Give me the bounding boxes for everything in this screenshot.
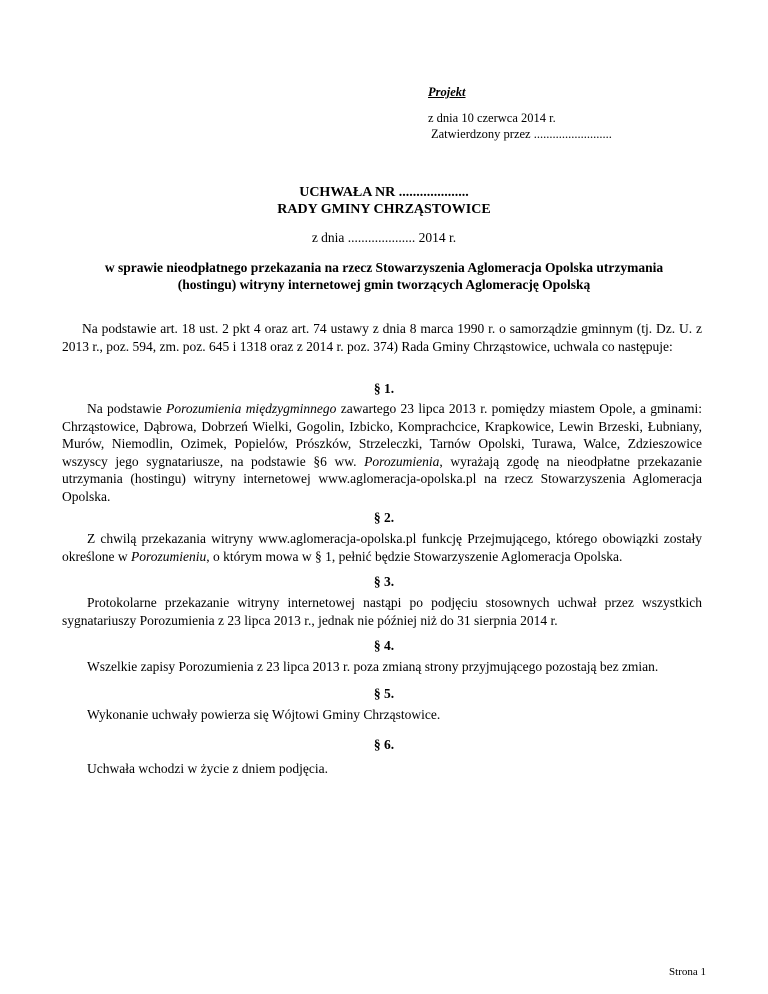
projekt-label: Projekt (428, 85, 466, 99)
section-1-text-c: , wyrażają zgodę na nieodpłatne przekazanie utrzymania (hostingu) witryny internetowej www.aglomeracja-opolska.pl na rzecz Stowarzyszenia Aglomeracja Opolska. (62, 453, 702, 504)
resolution-title (0, 184, 768, 218)
legal-basis-paragraph: Na podstawie art. 18 ust. 2 pkt 4 oraz art. 74 ustawy z dnia 8 marca 1990 r. o samorządzie gminnym (tj. Dz. U. z 2013 r., poz. 594, zm. poz. 645 i 1318 oraz z 2014 r. poz. 374) Rada Gminy Chrząstowice, uchwala co następuje: (62, 321, 702, 354)
section-3-text: Protokolarne przekazanie witryny internetowej nastąpi po podjęciu stosownych uchwał przez wszystkich sygnatariuszy Porozumienia z 23 lipca 2013 r., jednak nie później niż do 31 sierpnia 2014 r. (62, 595, 702, 628)
section-2-text-b: , o którym mowa w § 1, pełnić będzie Stowarzyszenie Aglomeracja Opolska. (206, 548, 623, 564)
section-2-text (62, 530, 702, 565)
section-5-text: Wykonanie uchwały powierza się Wójtowi Gminy Chrząstowice. (87, 707, 441, 722)
section-6-heading: § 6. (373, 737, 395, 752)
section-1-text-a: Na podstawie (87, 401, 167, 416)
section-1-text-b: zawartego 23 lipca 2013 r. pomiędzy miastem Opole, a gminami: Chrząstowice, Dąbrowa, Dobrzeń Wielki, Gogolin, Izbicko, Komprachcice, Krapkowice, Lewin Brzeski, Łubniany, Murów, Niemodlin, Ozimek, Popielów, Prószków, Strzeleczki, Tarnów Opolski, Turawa, Walce, Zdzieszowice wszyscy jego sygnatariusze, na podstawie §6 ww. (62, 401, 702, 469)
section-2-italic-a: Porozumieniu (130, 548, 207, 564)
section-1-italic-a: Porozumienia międzygminnego (166, 401, 337, 416)
section-2-heading: § 2. (373, 510, 395, 525)
project-date: z dnia 10 czerwca 2014 r. (428, 111, 556, 125)
section-1-heading: § 1. (373, 381, 395, 396)
section-5-heading: § 5. (373, 686, 395, 701)
section-3-heading: § 3. (373, 574, 395, 589)
council-name: RADY GMINY CHRZĄSTOWICE (277, 202, 491, 217)
section-2-text-a: Z chwilą przekazania witryny www.aglomeracja-opolska.pl funkcję Przejmującego, którego obowiązki zostały określone w (62, 531, 702, 564)
resolution-number: UCHWAŁA NR .................... (299, 185, 469, 200)
section-1-italic-b: Porozumienia (364, 453, 440, 469)
section-6-text: Uchwała wchodzi w życie z dniem podjęcia. (87, 761, 329, 776)
header-block (428, 84, 612, 142)
section-1-text (62, 400, 702, 505)
page-number: Strona 1 (669, 966, 706, 978)
approved-by: Zatwierdzony przez ......................... (431, 127, 612, 141)
section-4-heading: § 4. (373, 638, 395, 653)
section-4-text: Wszelkie zapisy Porozumienia z 23 lipca 2013 r. poza zmianą strony przyjmującego pozostają bez zmian. (87, 659, 659, 674)
resolution-date: z dnia .................... 2014 r. (311, 230, 457, 245)
resolution-subject: w sprawie nieodpłatnego przekazania na rzecz Stowarzyszenia Aglomeracja Opolska utrzymania (hostingu) witryny internetowej gmin tworzących Aglomerację Opolską (104, 260, 664, 292)
